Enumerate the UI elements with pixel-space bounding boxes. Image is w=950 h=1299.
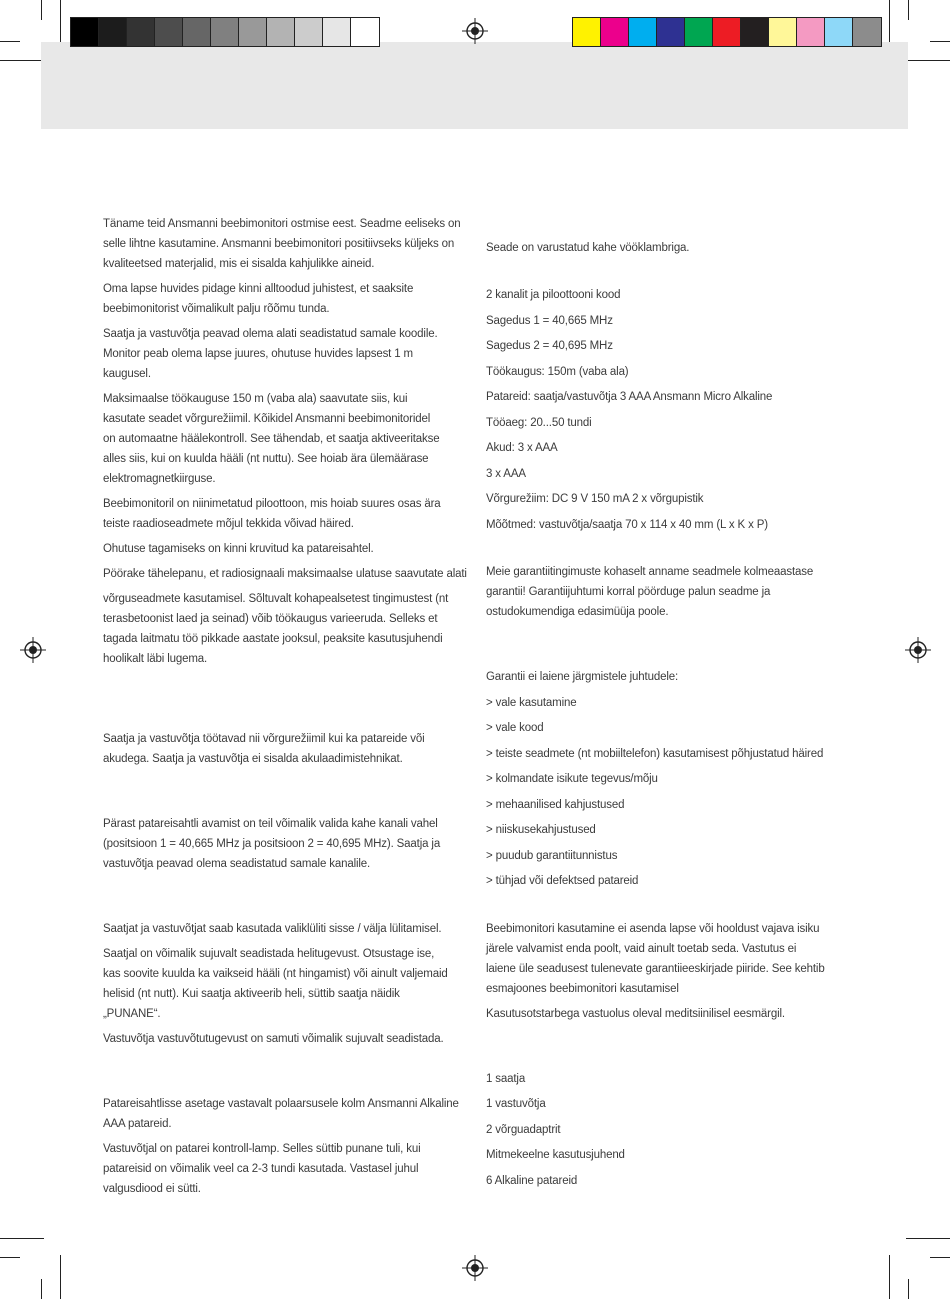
crop-mark	[889, 1255, 890, 1299]
intro-paragraph	[103, 214, 463, 274]
text-line: tagada laitmatu töö pikkade aastate jooksul, peaksite kasutusjuhendi	[103, 633, 443, 645]
color-swatch	[853, 18, 881, 46]
text-line: alles siis, kui on kuulda hääli (nt nuttu). See hoiab ära ülemäärase	[103, 453, 429, 465]
text-line: teiste raadioseadmete mõjul tekkida võivad häired.	[103, 518, 354, 530]
text-line: kasutate seadet võrgurežiimil. Kõikidel Ansmanni beebimonitoridel	[103, 413, 431, 425]
list-item: > vale kasutamine	[486, 696, 577, 709]
text-line: helisid (nt nutt). Kui saatja aktiveerib heli, süttib saatja näidik	[103, 988, 400, 1000]
crop-mark	[908, 1279, 909, 1299]
text-line: ostudokumendiga edasimüüja poole.	[486, 606, 669, 618]
text-line: on automaatne häälekontroll. See tähendab, et saatja aktiveeritakse	[103, 433, 440, 445]
registration-mark-icon	[462, 1255, 488, 1281]
text-line: beebimonitorist võimalikult palju rõõmu tunda.	[103, 303, 330, 315]
registration-mark-icon	[20, 637, 46, 663]
crop-mark	[60, 1255, 61, 1299]
text-line: Meie garantiitingimuste kohaselt anname seadmele kolmeaastase	[486, 566, 814, 578]
color-swatch	[741, 18, 769, 46]
list-item: Tööaeg: 20...50 tundi	[486, 416, 592, 429]
signal-paragraph	[103, 564, 467, 584]
channel-paragraph	[103, 814, 463, 874]
disclaimer-paragraph	[486, 919, 846, 999]
color-swatch	[99, 18, 127, 46]
battery-paragraph	[103, 1094, 463, 1134]
list-item: Sagedus 1 = 40,665 MHz	[486, 314, 613, 327]
text-line: Pärast patareisahtli avamist on teil võimalik valida kahe kanali vahel	[103, 818, 438, 830]
text-line: võrguseadmete kasutamisel. Sõltuvalt kohapealsetest tingimustest (nt	[103, 593, 449, 605]
list-item: 1 saatja	[486, 1072, 526, 1085]
crop-mark	[930, 41, 950, 42]
color-swatch	[71, 18, 99, 46]
text-line: garantii! Garantiijuhtumi korral pöörduge palun seadme ja	[486, 586, 771, 598]
list-item: > tühjad või defektsed patareid	[486, 875, 639, 887]
text-line: esmajoones beebimonitori kasutamisel	[486, 982, 679, 995]
power-paragraph	[103, 729, 463, 769]
color-swatch	[323, 18, 351, 46]
crop-mark	[0, 41, 20, 42]
color-swatch	[295, 18, 323, 46]
switch-paragraph	[103, 919, 463, 939]
text-line: valgusdiood ei sütti.	[103, 1183, 201, 1195]
crop-mark	[930, 1257, 950, 1258]
text-line: Patareisahtlisse asetage vastavalt polaarsusele kolm Ansmanni Alkaline	[103, 1098, 459, 1110]
text-line: vastuvõtja peavad olema seadistatud samale kanalile.	[103, 858, 371, 870]
color-swatch	[685, 18, 713, 46]
text-line: Ohutuse tagamiseks on kinni kruvitud ka patareisahtel.	[103, 543, 374, 555]
crop-mark	[60, 0, 61, 44]
list-item: 3 x AAA	[486, 467, 526, 480]
color-swatch	[825, 18, 853, 46]
text-line: Saatjat ja vastuvõtjat saab kasutada valiklüliti sisse / välja lülitamisel.	[103, 923, 442, 935]
color-swatch	[573, 18, 601, 46]
text-line: Beebimonitori kasutamine ei asenda lapse või hooldust vajava isiku	[486, 922, 820, 935]
list-item: > mehaanilised kahjustused	[486, 798, 625, 811]
list-item: > niiskusekahjustused	[486, 824, 596, 836]
code-paragraph	[103, 324, 463, 384]
color-bar	[572, 17, 882, 47]
color-swatch	[713, 18, 741, 46]
list-item: > vale kood	[486, 722, 544, 734]
text-line: terasbetoonist laed ja seinad) võib töökaugus varieeruda. Selleks et	[103, 613, 438, 625]
list-item: > puudub garantiitunnistus	[486, 849, 618, 862]
list-item: Patareid: saatja/vastuvõtja 3 AAA Ansmann Micro Alkaline	[486, 391, 773, 403]
color-swatch	[267, 18, 295, 46]
package-contents-list	[486, 1069, 846, 1197]
text-line: kas soovite kuulda ka vaikseid hääli (nt hingamist) või ainult valjemaid	[103, 968, 448, 980]
text-line: Vastuvõtja vastuvõtutugevust on samuti võimalik sujuvalt seadistada.	[103, 1033, 444, 1045]
text-line: Pöörake tähelepanu, et radiosignaali maksimaalse ulatuse saavutate alati	[103, 568, 467, 580]
crop-mark	[906, 60, 950, 61]
text-line: akudega. Saatja ja vastuvõtja ei sisalda akulaadimistehnikat.	[103, 753, 403, 765]
list-item: Mitmekeelne kasutusjuhend	[486, 1149, 625, 1161]
receiver-paragraph	[103, 1029, 463, 1049]
range-paragraph	[103, 389, 463, 489]
crop-mark	[41, 0, 42, 20]
text-line: Saatja ja vastuvõtja peavad olema alati seadistatud samale koodile.	[103, 328, 438, 340]
text-line: Beebimonitoril on niinimetatud piloottoon, mis hoiab suures osas ära	[103, 498, 441, 510]
text-line: kvaliteetsed materjalid, mis ei sisalda kahjulikke aineid.	[103, 258, 375, 270]
color-swatch	[657, 18, 685, 46]
battery-lamp-paragraph	[103, 1139, 463, 1199]
list-item: Mõõtmed: vastuvõtja/saatja 70 x 114 x 40 mm (L x K x P)	[486, 518, 768, 531]
text-line: Oma lapse huvides pidage kinni alltoodud juhistest, et saaksite	[103, 283, 414, 295]
crop-mark	[889, 0, 890, 44]
text-line: laiene üle seadusest tulenevate garantiieeskirjade piiride. See kehtib	[486, 962, 825, 975]
list-item: > teiste seadmete (nt mobiiltelefon) kasutamisest põhjustatud häired	[486, 747, 824, 760]
list-item: > kolmandate isikute tegevus/mõju	[486, 773, 658, 785]
medical-text: Kasutusotstarbega vastuolus oleval meditsiinilisel eesmärgil.	[486, 1007, 785, 1020]
text-line: järele valvamist enda poolt, vaid ainult toetab seda. Vastutus ei	[486, 942, 797, 955]
safety-paragraph	[103, 539, 463, 559]
crop-mark	[41, 1279, 42, 1299]
registration-mark-icon	[905, 637, 931, 663]
crop-mark	[908, 0, 909, 20]
text-line: elektromagnetkiirguse.	[103, 473, 216, 485]
color-swatch	[629, 18, 657, 46]
text-line: hoolikalt läbi lugema.	[103, 653, 208, 665]
text-line: selle lihtne kasutamine. Ansmanni beebimonitori positiivseks küljeks on	[103, 238, 455, 250]
list-item: 2 võrguadaptrit	[486, 1123, 561, 1136]
greyscale-bar	[70, 17, 380, 47]
spec-list	[486, 285, 846, 540]
color-swatch	[797, 18, 825, 46]
crop-mark	[0, 60, 44, 61]
right-column	[486, 238, 846, 1196]
list-item: Sagedus 2 = 40,695 MHz	[486, 340, 613, 352]
color-swatch	[211, 18, 239, 46]
list-item: Töökaugus: 150m (vaba ala)	[486, 365, 629, 378]
crop-mark	[0, 1257, 20, 1258]
header-band	[41, 42, 908, 129]
left-column	[103, 214, 467, 1204]
belt-clip-text: Seade on varustatud kahe vööklambriga.	[486, 242, 690, 254]
text-line: (positsioon 1 = 40,665 MHz ja positsioon 2 = 40,695 MHz). Saatja ja	[103, 838, 441, 850]
crop-mark	[906, 1238, 950, 1239]
pilot-tone-paragraph	[103, 494, 463, 534]
text-line: Vastuvõtjal on patarei kontroll-lamp. Selles süttib punane tuli, kui	[103, 1143, 421, 1155]
color-swatch	[769, 18, 797, 46]
text-line: Monitor peab olema lapse juures, ohutuse huvides lapsest 1 m	[103, 348, 413, 360]
crop-mark	[0, 1238, 44, 1239]
text-line: patareisid on võimalik veel ca 2-3 tundi kasutada. Vastasel juhul	[103, 1163, 419, 1175]
list-item: 2 kanalit ja piloottooni kood	[486, 289, 621, 301]
exclusions-list	[486, 693, 846, 897]
text-line: Saatja ja vastuvõtja töötavad nii võrgurežiimil kui ka patareide või	[103, 733, 425, 745]
color-swatch	[155, 18, 183, 46]
text-line: kaugusel.	[103, 368, 151, 380]
network-paragraph	[103, 589, 463, 669]
color-swatch	[183, 18, 211, 46]
text-line: AAA patareid.	[103, 1118, 172, 1130]
text-line: „PUNANE“.	[103, 1008, 161, 1020]
guarantee-paragraph	[486, 562, 846, 622]
color-swatch	[127, 18, 155, 46]
color-swatch	[601, 18, 629, 46]
text-line: Saatjal on võimalik sujuvalt seadistada helitugevust. Otsustage ise,	[103, 948, 435, 960]
exclusions-title: Garantii ei laiene järgmistele juhtudele:	[486, 671, 679, 683]
list-item: 6 Alkaline patareid	[486, 1174, 578, 1187]
text-line: Maksimaalse töökauguse 150 m (vaba ala) saavutate siis, kui	[103, 393, 408, 405]
list-item: Akud: 3 x AAA	[486, 442, 558, 454]
volume-paragraph	[103, 944, 463, 1024]
color-swatch	[239, 18, 267, 46]
text-line: Täname teid Ansmanni beebimonitori ostmise eest. Seadme eeliseks on	[103, 218, 461, 230]
list-item: 1 vastuvõtja	[486, 1098, 546, 1110]
registration-mark-icon	[462, 18, 488, 44]
list-item: Võrgurežiim: DC 9 V 150 mA 2 x võrgupistik	[486, 493, 704, 505]
usage-paragraph	[103, 279, 463, 319]
color-swatch	[351, 18, 379, 46]
